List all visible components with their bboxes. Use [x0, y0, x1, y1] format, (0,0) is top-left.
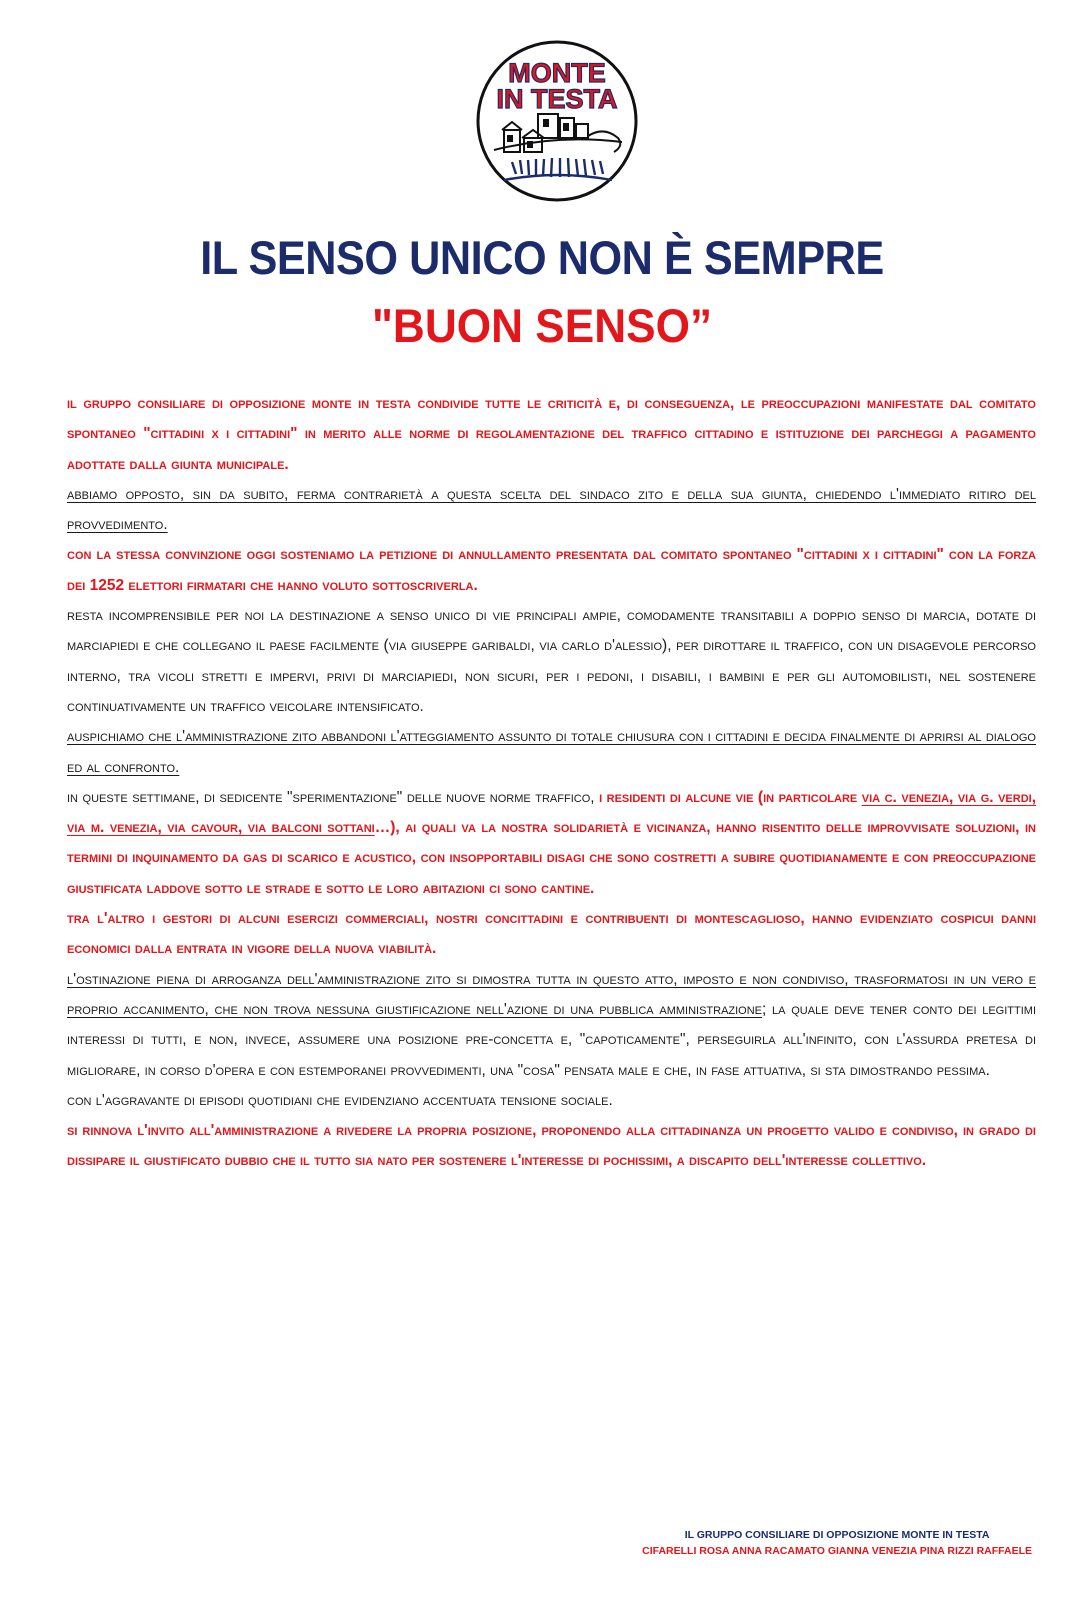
statement-body: [67, 389, 1036, 1177]
paragraph: il gruppo consiliare di opposizione monte in testa condivide tutte le criticità e, di conseguenza, le preoccupazioni manifestate dal comitato spontaneo "cittadini x i cittadini" in merito alle norme di regolamentazione del traffico cittadino e istituzione dei parcheggi a pagamento adottate dalla giunta municipale.: [67, 395, 1036, 473]
logo-text-line2: IN TESTA: [496, 84, 618, 114]
logo-text-line1: MONTE: [508, 58, 606, 88]
headline-line2: "BUON SENSO”: [371, 299, 713, 352]
paragraph: con la stessa convinzione oggi sosteniamo la petizione di annullamento presentata dal comitato spontaneo "cittadini x i cittadini" con la forza dei 1252 elettori firmatari che hanno voluto sottoscriverla.: [67, 546, 1036, 594]
paragraph: auspichiamo che l'amministrazione zito abbandoni l'atteggiamento assunto di totale chiusura con i cittadini e decida finalmente di aprirsi al dialogo ed al confronto.: [67, 728, 1036, 776]
headline: [0, 230, 1084, 354]
signature-group: IL GRUPPO CONSILIARE DI OPPOSIZIONE MONTE IN TESTA: [684, 1529, 990, 1541]
signature-block: [642, 1527, 1032, 1559]
paragraph: si rinnova l'invito all'amministrazione a rivedere la propria posizione, proponendo alla cittadinanza un progetto valido e condiviso, in grado di dissipare il giustificato dubbio che il tutto sia nato per sostenere l'interesse di pochissimi, a discapito dell'interesse collettivo.: [67, 1122, 1036, 1170]
streets-list: via c. venezia, via g. verdi, via m. venezia, via cavour, via balconi sottani: [67, 788, 1036, 837]
paragraph: tra l'altro i gestori di alcuni esercizi commerciali, nostri concittadini e contribuenti di montescaglioso, hanno evidenziato cospicui danni economici dalla entrata in vigore della nuova viabilità.: [67, 910, 1036, 958]
paragraph: resta incomprensibile per noi la destinazione a senso unico di vie principali ampie, comodamente transitabili a doppio senso di marcia, dotate di marciapiedi e che collegano il paese facilmente (via giuseppe garibaldi, via carlo d'alessio), per dirottare il traffico, con un disagevole percorso interno, tra vicoli stretti e impervi, privi di marciapiedi, non sicuri, per i pedoni, i disabili, i bambini e per gli automobilisti, nel sostenere continuativamente un traffico veicolare intensificato.: [67, 607, 1036, 715]
paragraph: [67, 783, 1036, 904]
signature-names: CIFARELLI ROSA ANNA RACAMATO GIANNA VENEZIA PINA RIZZI RAFFAELE: [642, 1545, 1032, 1557]
paragraph-segment: l'ostinazione piena di arroganza dell'amministrazione zito si dimostra tutta in questo atto, imposto e non condiviso, trasformatosi in un vero e proprio accanimento, che non trova nessuna giustificazione nell'azione di una pubblica amministrazione: [67, 970, 1036, 1018]
headline-line1: IL SENSO UNICO NON È SEMPRE: [200, 231, 884, 284]
monte-in-testa-logo: [474, 38, 640, 204]
paragraph: con l'aggravante di episodi quotidiani che evidenziano accentuata tensione sociale.: [67, 1091, 613, 1109]
paragraph-segment: ; la quale deve tener conto dei legittimi interessi di tutti, e non, invece, assumere una posizione pre-concetta e, "capoticamente", perseguirla all'infinito, con l'assurda pretesa di migliorare, in corso d'opera e con estemporanei provvedimenti, una "cosa" pensata male e che, in fase attuativa, si sta dimostrando pessima.: [67, 1000, 1036, 1079]
paragraph: abbiamo opposto, sin da subito, ferma contrarietà a questa scelta del sindaco zito e della sua giunta, chiedendo l'immediato ritiro del provvedimento.: [67, 485, 1036, 534]
paragraph: [67, 965, 1036, 1086]
paragraph-segment: in queste settimane, di sedicente "sperimentazione" delle nuove norme traffico,: [67, 788, 600, 806]
paragraph-segment: i residenti di alcune vie (in particolare: [599, 788, 862, 806]
paragraph-segment: …), ai quali va la nostra solidarietà e vicinanza, hanno risentito delle improvvisate soluzioni, in termini di inquinamento da gas di scarico e acustico, con insopportabili disagi che sono costretti a subire quotidianamente e con preoccupazione giustificata laddove sotto le strade e sotto le loro abitazioni ci sono cantine.: [67, 819, 1036, 897]
